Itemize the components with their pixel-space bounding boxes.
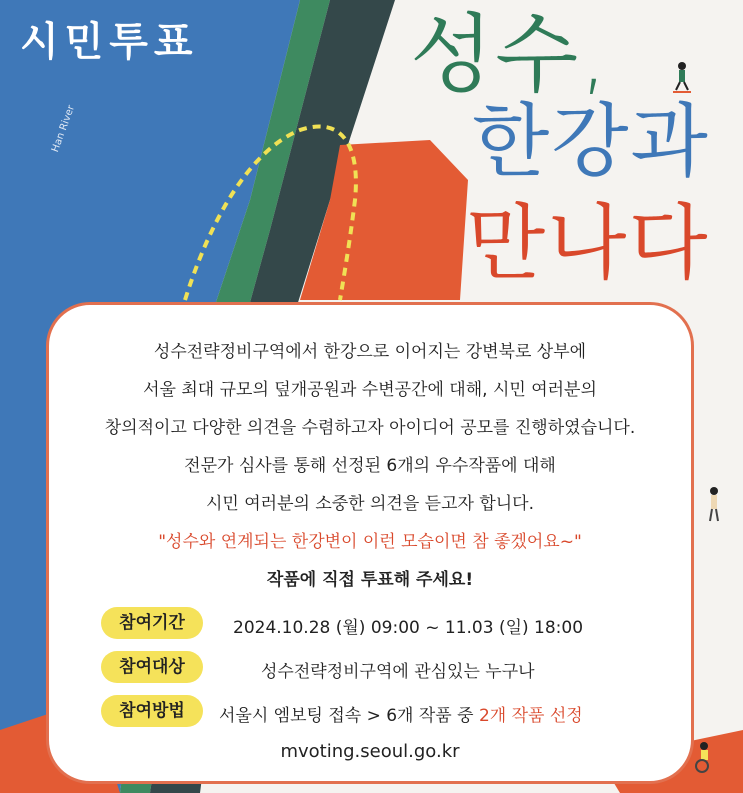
info-card	[46, 302, 694, 784]
map-label: Han River	[50, 103, 78, 154]
method-value-main: 서울시 엠보팅 접속 > 6개 작품 중	[219, 706, 479, 726]
description-line-3: 창의적이고 다양한 의견을 수렴하고자 아이디어 공모를 진행하였습니다.	[104, 418, 636, 438]
target-value: 성수전략정비구역에 관심있는 누구나	[261, 662, 535, 682]
quote-line: "성수와 연계되는 한강변이 이런 모습이면 참 좋겠어요~"	[158, 532, 582, 552]
title-line-1: 성수,	[410, 5, 610, 105]
title-line-3: 만나다	[466, 196, 710, 291]
description-line-4: 전문가 심사를 통해 선정된 6개의 우수작품에 대해	[184, 456, 556, 476]
skateboarder-figure-icon	[670, 60, 694, 96]
method-value	[219, 701, 583, 726]
target-tag: 참여대상	[101, 651, 203, 683]
description-line-5: 시민 여러분의 소중한 의견을 듣고자 합니다.	[205, 494, 535, 514]
method-tag: 참여방법	[101, 695, 203, 727]
vote-url-link[interactable]: mvoting.seoul.go.kr	[280, 741, 460, 762]
description-line-2: 서울 최대 규모의 덮개공원과 수변공간에 대해, 시민 여러분의	[143, 380, 597, 400]
period-value: 2024.10.28 (월) 09:00 ~ 11.03 (일) 18:00	[233, 618, 584, 638]
period-tag: 참여기간	[101, 607, 203, 639]
walker-figure-icon	[704, 485, 724, 525]
title-line-2: 한강과	[472, 95, 710, 188]
call-to-action: 작품에 직접 투표해 주세요!	[266, 570, 474, 590]
description-line-1: 성수전략정비구역에서 한강으로 이어지는 강변북로 상부에	[153, 342, 587, 362]
method-value-accent: 2개 작품 선정	[478, 706, 583, 726]
badge-citizen-vote: 시민투표	[20, 19, 199, 65]
